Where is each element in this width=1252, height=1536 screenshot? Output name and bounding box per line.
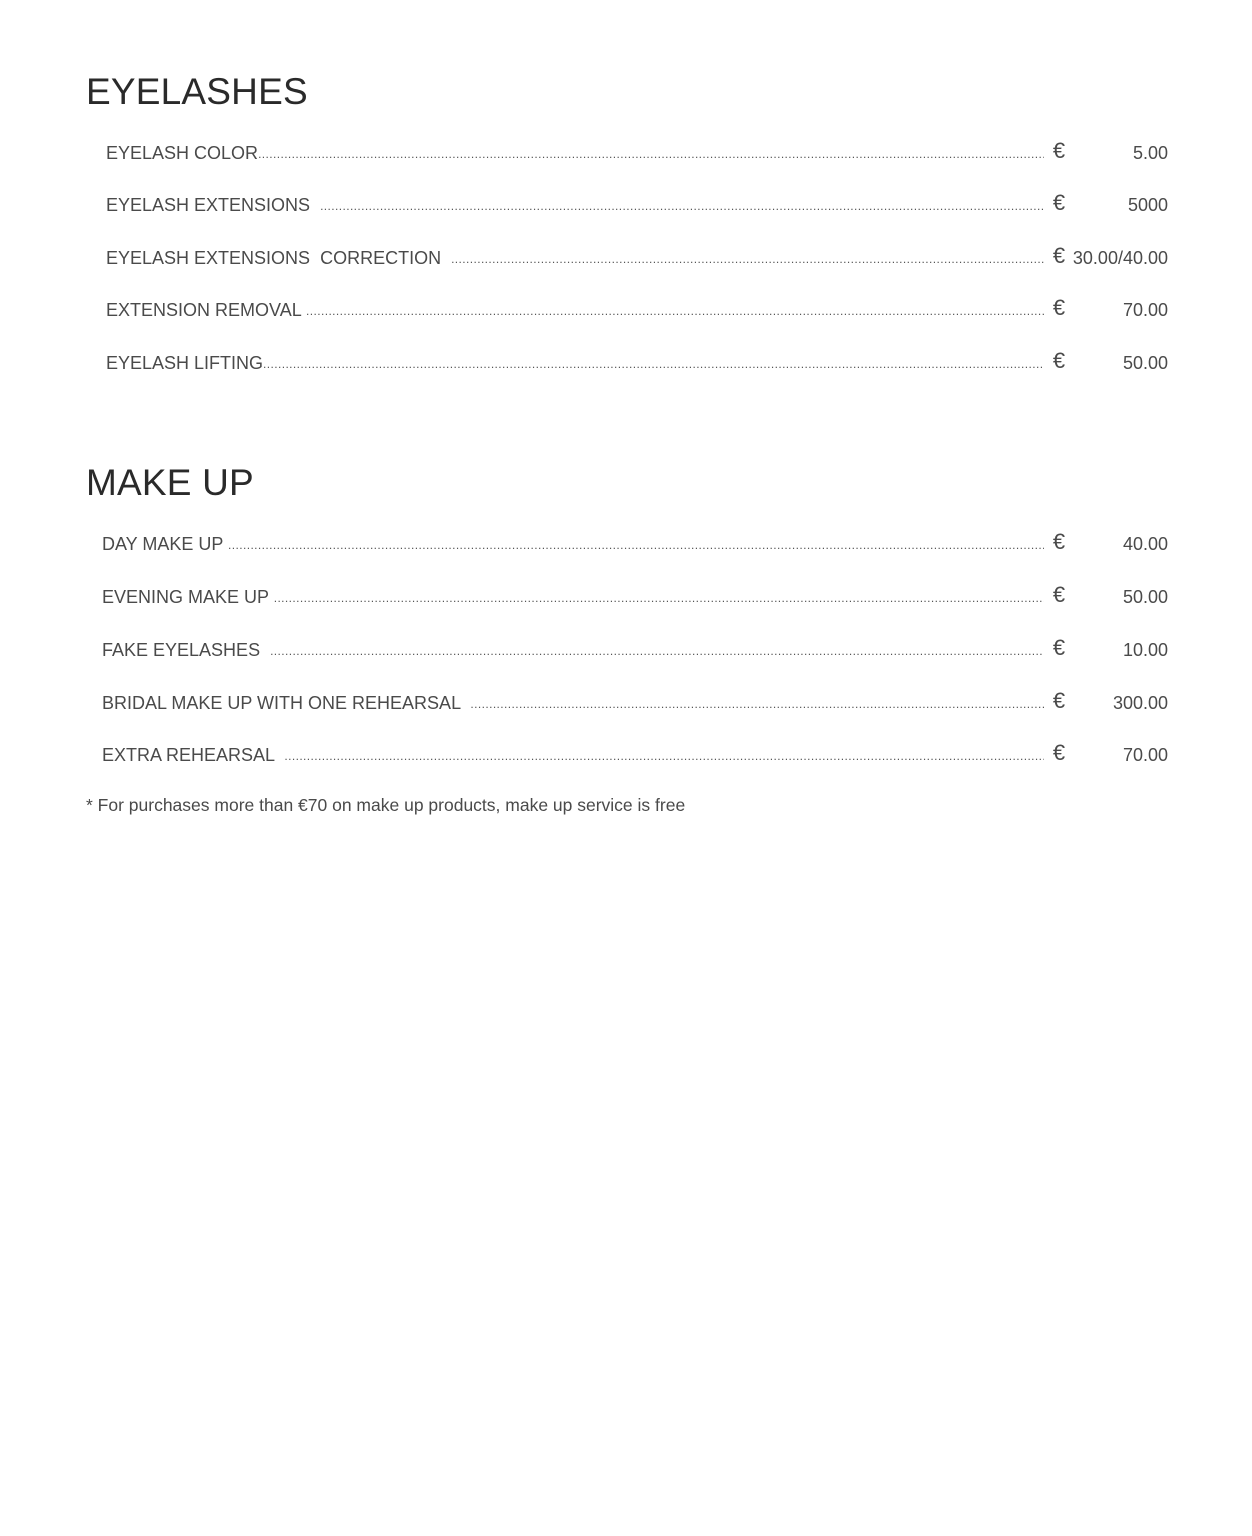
euro-icon: € (1052, 243, 1066, 268)
service-price: 5.00 (1132, 143, 1168, 163)
euro-icon: € (1052, 688, 1066, 713)
service-label: EXTENSION REMOVAL (106, 300, 307, 320)
euro-icon: € (1052, 635, 1066, 660)
euro-icon: € (1052, 348, 1066, 373)
euro-icon: € (1052, 190, 1066, 215)
euro-icon: € (1052, 295, 1066, 320)
service-label: BRIDAL MAKE UP WITH ONE REHEARSAL (102, 693, 471, 713)
price-row-eyelash-extensions-correction (106, 243, 1168, 267)
service-price: 300.00 (1112, 693, 1168, 713)
service-price: 70.00 (1122, 300, 1168, 320)
service-label: EXTRA REHEARSAL (102, 745, 285, 765)
service-label: EYELASH COLOR (106, 143, 259, 163)
dot-leader (228, 539, 1044, 551)
dot-leader (470, 698, 1044, 710)
price-row-day-make-up (102, 529, 1168, 553)
dot-leader (270, 645, 1044, 657)
euro-icon: € (1052, 582, 1066, 607)
footnote: * For purchases more than €70 on make up products, make up service is free (86, 795, 686, 815)
service-label: EYELASH LIFTING (106, 353, 264, 373)
service-price: 50.00 (1122, 353, 1168, 373)
section-title-make-up: MAKE UP (86, 462, 254, 503)
price-row-extension-removal (106, 295, 1168, 319)
service-label: EVENING MAKE UP (102, 587, 274, 607)
price-row-bridal-make-up (102, 688, 1168, 712)
price-row-fake-eyelashes (102, 635, 1168, 659)
dot-leader (306, 305, 1044, 317)
price-row-evening-make-up (102, 582, 1168, 606)
dot-leader (258, 148, 1044, 160)
dot-leader (274, 592, 1044, 604)
service-price: 40.00 (1122, 534, 1168, 554)
price-row-eyelash-extensions (106, 190, 1168, 214)
dot-leader (320, 200, 1044, 212)
service-price: 50.00 (1122, 587, 1168, 607)
service-price: 5000 (1127, 195, 1168, 215)
service-label: EYELASH EXTENSIONS CORRECTION (106, 248, 452, 268)
service-price: 30.00/40.00 (1072, 248, 1168, 268)
service-label: DAY MAKE UP (102, 534, 229, 554)
dot-leader (263, 358, 1044, 370)
price-row-eyelash-lifting (106, 348, 1168, 372)
section-title-eyelashes: EYELASHES (86, 71, 308, 112)
price-row-extra-rehearsal (102, 740, 1168, 764)
dot-leader (284, 750, 1044, 762)
euro-icon: € (1052, 740, 1066, 765)
dot-leader (451, 253, 1044, 265)
service-price: 10.00 (1122, 640, 1168, 660)
service-label: FAKE EYELASHES (102, 640, 271, 660)
price-row-eyelash-color (106, 138, 1168, 162)
euro-icon: € (1052, 138, 1066, 163)
service-label: EYELASH EXTENSIONS (106, 195, 321, 215)
service-price: 70.00 (1122, 745, 1168, 765)
euro-icon: € (1052, 529, 1066, 554)
